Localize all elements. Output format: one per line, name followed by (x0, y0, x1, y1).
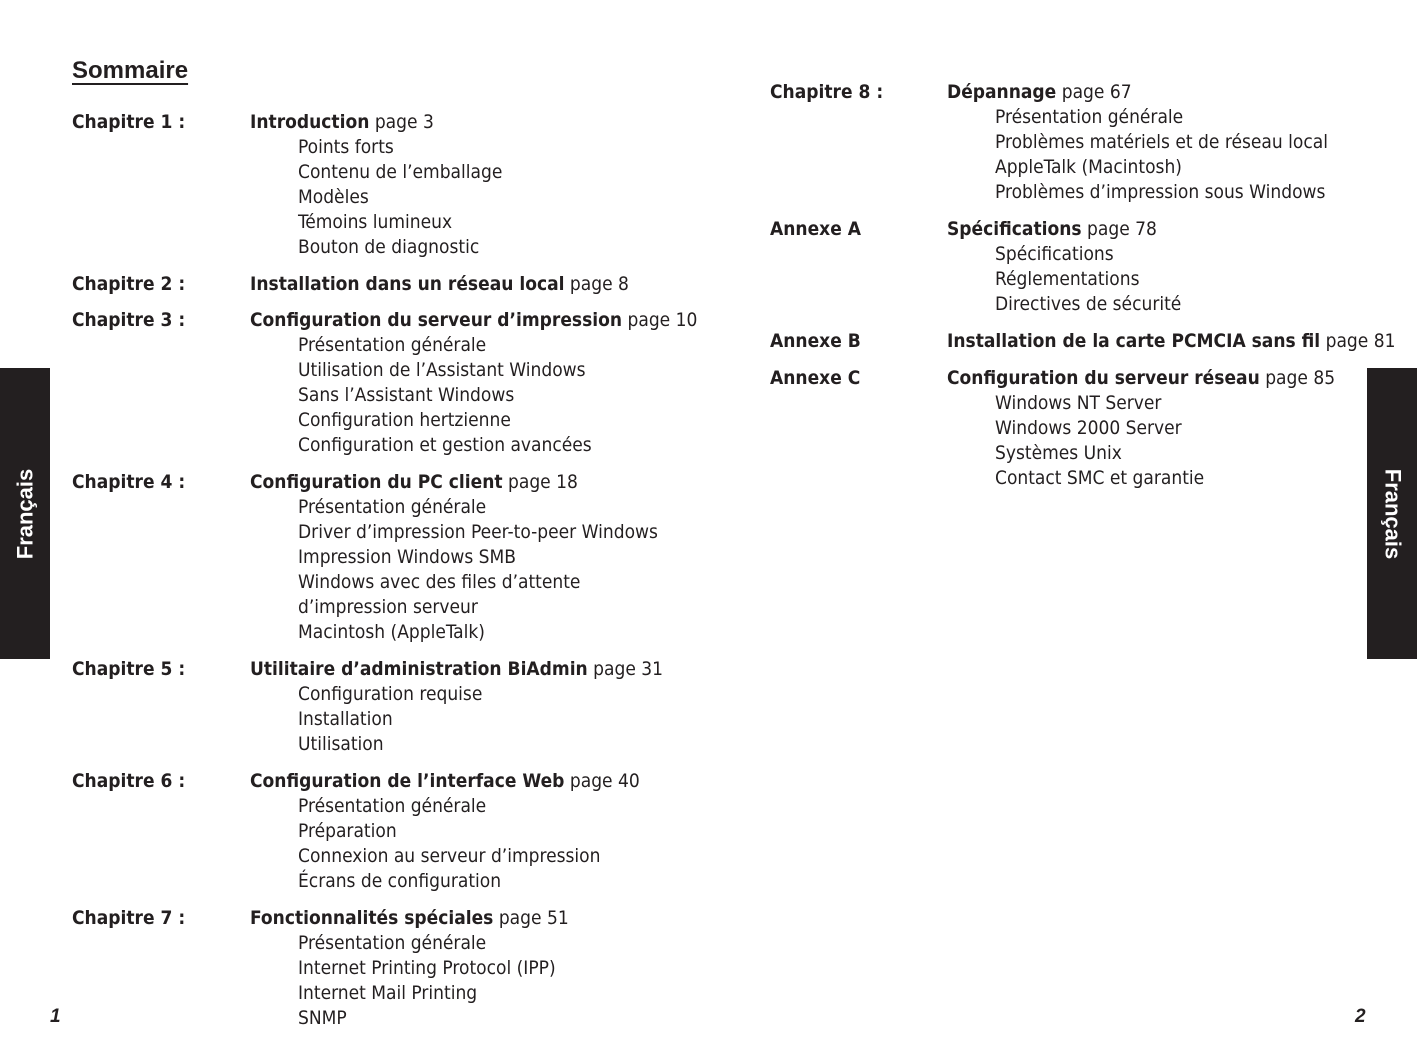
toc-subitem: Systèmes Unix (995, 442, 1122, 464)
toc-subitem: Modèles (298, 186, 369, 208)
toc-entry-body (250, 110, 502, 260)
toc-entry-heading (250, 657, 663, 682)
toc-subitem: Windows NT Server (995, 392, 1162, 414)
toc-entry-body (250, 906, 569, 1031)
toc-subitem: Bouton de diagnostic (298, 236, 480, 258)
toc-entry-page: page 8 (569, 273, 629, 295)
toc-entry-title: Configuration du serveur d’impression (250, 309, 623, 331)
toc-entry-page: page 3 (374, 111, 434, 133)
toc-subitem: Configuration et gestion avancées (298, 434, 592, 456)
toc-subitem: Présentation générale (298, 932, 487, 954)
toc-entry-title: Dépannage (947, 81, 1057, 103)
toc-entry-label: Chapitre 8 : (770, 81, 884, 103)
toc-subitem-list (947, 391, 1335, 491)
toc-subitem: Écrans de configuration (298, 870, 502, 892)
toc-subitem: Macintosh (AppleTalk) (298, 621, 485, 643)
toc-entry-title: Configuration du serveur réseau (947, 367, 1260, 389)
toc-entry-body (250, 308, 697, 458)
toc-subitem: Connexion au serveur d’impression (298, 845, 601, 867)
toc-subitem: Présentation générale (298, 334, 487, 356)
toc-entry-heading (947, 366, 1335, 391)
toc-subitem: Impression Windows SMB (298, 546, 516, 568)
toc-entry-title: Installation dans un réseau local (250, 273, 565, 295)
toc-entry-title: Spécifications (947, 218, 1082, 240)
toc-subitem: Problèmes matériels et de réseau local (995, 131, 1328, 153)
toc-entry-heading (947, 80, 1328, 105)
toc-entry-body (250, 272, 629, 297)
toc-entry-page: page 78 (1087, 218, 1157, 240)
toc-entry-label: Chapitre 6 : (72, 770, 186, 792)
toc-entry-page: page 40 (569, 770, 640, 792)
toc-entry-page: page 81 (1325, 330, 1396, 352)
toc-subitem: Réglementations (995, 268, 1140, 290)
language-tab-label: Français (12, 468, 37, 559)
toc-subitem: Internet Mail Printing (298, 982, 478, 1004)
toc-entry-label: Chapitre 4 : (72, 471, 186, 493)
toc-entry-label: Chapitre 7 : (72, 907, 186, 929)
toc-entry-heading (250, 272, 629, 297)
toc-entry-label: Chapitre 1 : (72, 111, 186, 133)
toc-subitem: Internet Printing Protocol (IPP) (298, 957, 556, 979)
toc-subitem: Présentation générale (995, 106, 1184, 128)
toc-subitem: d’impression serveur (298, 596, 478, 618)
toc-subitem: Configuration requise (298, 683, 483, 705)
page-number-left: 1 (50, 1006, 61, 1027)
toc-entry-title: Configuration du PC client (250, 471, 503, 493)
toc-subitem: Utilisation (298, 733, 384, 755)
toc-subitem-list (250, 794, 640, 894)
toc-entry-title: Installation de la carte PCMCIA sans fil (947, 330, 1321, 352)
toc-entry-page: page 31 (593, 658, 664, 680)
toc-entry-page: page 10 (627, 309, 698, 331)
toc-entry-body (250, 657, 663, 757)
toc-subitem: Préparation (298, 820, 397, 842)
toc-entry-body (947, 217, 1181, 317)
toc-entry-heading (250, 769, 640, 794)
toc-subitem: Points forts (298, 136, 394, 158)
toc-subitem: Présentation générale (298, 795, 487, 817)
toc-subitem: Témoins lumineux (298, 211, 453, 233)
toc-subitem: Utilisation de l’Assistant Windows (298, 359, 586, 381)
toc-entry-page: page 51 (498, 907, 569, 929)
toc-subitem: Présentation générale (298, 496, 487, 518)
toc-entry-label: Annexe B (770, 330, 861, 352)
toc-entry-heading (250, 110, 502, 135)
toc-subitem: Installation (298, 708, 393, 730)
toc-subitem-list (250, 682, 663, 757)
language-tab-left (0, 368, 50, 659)
toc-entry-label: Chapitre 2 : (72, 273, 186, 295)
toc-entry-label: Annexe C (770, 367, 861, 389)
toc-subitem-list (250, 333, 697, 458)
toc-entry-title: Introduction (250, 111, 370, 133)
toc-subitem-list (250, 495, 658, 645)
toc-entry-page: page 85 (1265, 367, 1336, 389)
toc-subitem: Windows 2000 Server (995, 417, 1182, 439)
toc-entry-heading (947, 217, 1181, 242)
toc-subitem: Contenu de l’emballage (298, 161, 503, 183)
toc-entry-title: Utilitaire d’administration BiAdmin (250, 658, 588, 680)
toc-subitem-list (250, 931, 569, 1031)
toc-entry-label: Chapitre 3 : (72, 309, 186, 331)
toc-entry-page: page 18 (508, 471, 578, 493)
toc-entry-heading (250, 470, 658, 495)
toc-entry-label: Annexe A (770, 218, 861, 240)
page-number-right: 2 (1355, 1006, 1366, 1027)
toc-subitem: Problèmes d’impression sous Windows (995, 181, 1326, 203)
toc-entry-title: Fonctionnalités spéciales (250, 907, 494, 929)
toc-subitem: Directives de sécurité (995, 293, 1182, 315)
page-heading: Sommaire (72, 57, 189, 84)
toc-entry-heading (947, 329, 1395, 354)
toc-subitem: Contact SMC et garantie (995, 467, 1205, 489)
toc-entry-heading (250, 906, 569, 931)
toc-entry-label: Chapitre 5 : (72, 658, 186, 680)
toc-subitem: Spécifications (995, 243, 1114, 265)
language-tab-right (1367, 368, 1417, 659)
toc-entry-heading (250, 308, 697, 333)
toc-entry-title: Configuration de l’interface Web (250, 770, 565, 792)
toc-subitem-list (947, 242, 1181, 317)
toc-subitem: Sans l’Assistant Windows (298, 384, 515, 406)
toc-entry-body (947, 329, 1395, 354)
language-tab-label: Français (1380, 468, 1405, 559)
toc-entry-body (250, 470, 658, 645)
toc-subitem-list (250, 135, 502, 260)
toc-entry-body (947, 80, 1328, 205)
toc-subitem: AppleTalk (Macintosh) (995, 156, 1182, 178)
toc-entry-body (947, 366, 1335, 491)
toc-subitem-list (947, 105, 1328, 205)
toc-subitem: Configuration hertzienne (298, 409, 511, 431)
toc-entry-body (250, 769, 640, 894)
toc-entry-page: page 67 (1061, 81, 1132, 103)
toc-subitem: Windows avec des files d’attente (298, 571, 581, 593)
toc-subitem: SNMP (298, 1007, 347, 1029)
toc-subitem: Driver d’impression Peer-to-peer Windows (298, 521, 658, 543)
